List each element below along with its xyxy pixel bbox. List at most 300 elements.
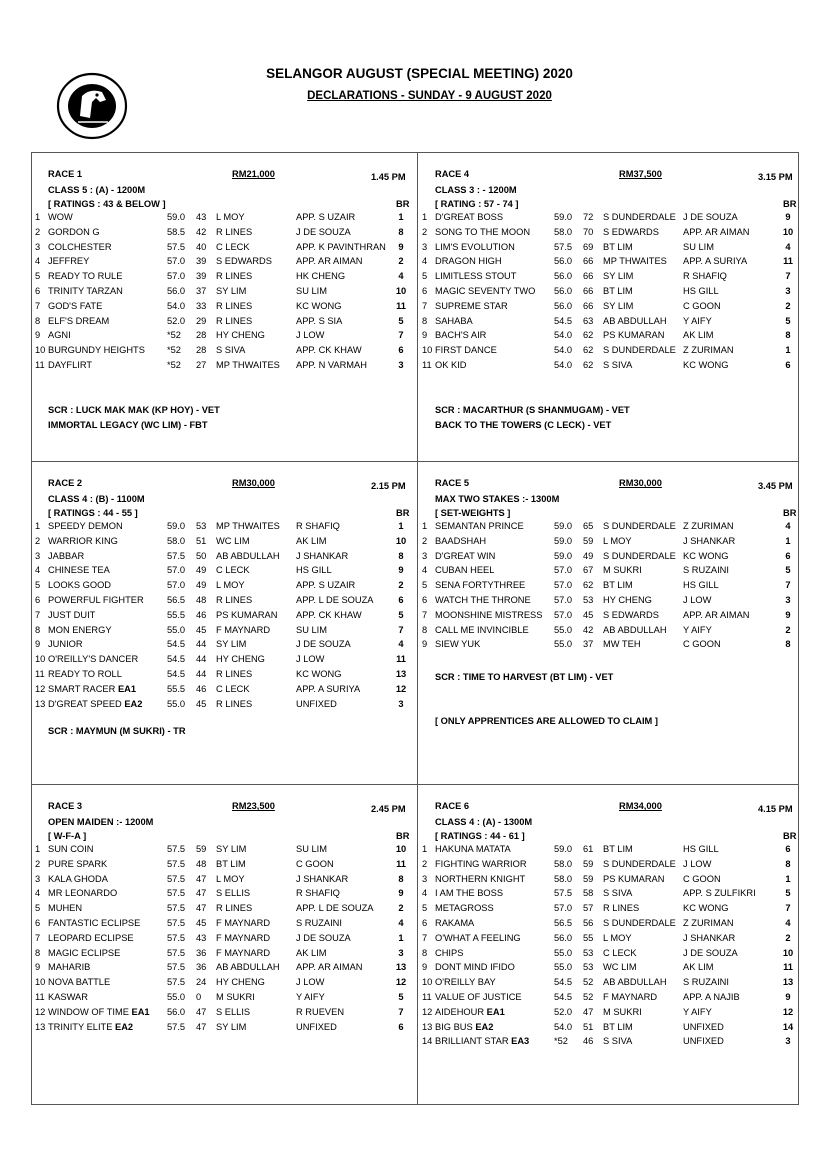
horse-name: MAGIC SEVENTY TWO bbox=[435, 285, 536, 296]
rating: 61 bbox=[583, 844, 594, 854]
barrier-header: BR bbox=[783, 199, 797, 209]
weight: 58.0 bbox=[554, 226, 573, 237]
entry-row bbox=[418, 256, 802, 271]
weight: 52.0 bbox=[554, 1006, 573, 1017]
horse-name: NORTHERN KNIGHT bbox=[435, 873, 526, 884]
trainer: AK LIM bbox=[296, 535, 327, 546]
entry-number: 3 bbox=[35, 873, 41, 884]
race-time: 3.45 PM bbox=[758, 481, 793, 491]
barrier: 11 bbox=[396, 300, 406, 311]
weight: 57.5 bbox=[554, 888, 573, 899]
weight: 56.5 bbox=[554, 917, 573, 928]
race-class: MAX TWO STAKES :- 1300M bbox=[435, 494, 560, 504]
entry-number: 6 bbox=[422, 594, 428, 605]
jockey: R LINES bbox=[216, 315, 253, 326]
barrier-header: BR bbox=[396, 199, 410, 209]
entry-row bbox=[418, 565, 802, 580]
horse-name: AGNI bbox=[48, 330, 71, 341]
entry-row bbox=[418, 1022, 802, 1037]
horse-name: FANTASTIC ECLIPSE bbox=[48, 917, 141, 928]
weight: 57.5 bbox=[167, 962, 186, 973]
scratching-note: SCR : MAYMUN (M SUKRI) - TR bbox=[48, 726, 186, 736]
jockey: C LECK bbox=[216, 241, 250, 252]
entry-row bbox=[31, 918, 415, 933]
barrier: 5 bbox=[785, 565, 791, 576]
rating: 59 bbox=[196, 844, 207, 854]
rating: 59 bbox=[583, 858, 594, 869]
entry-row bbox=[418, 330, 802, 345]
rating: 40 bbox=[196, 241, 207, 252]
rating: 66 bbox=[583, 271, 594, 282]
rating: 66 bbox=[583, 300, 594, 311]
entry-number: 8 bbox=[422, 624, 428, 635]
rating: 65 bbox=[583, 521, 594, 531]
entry-row bbox=[418, 271, 802, 286]
jockey: F MAYNARD bbox=[216, 947, 271, 958]
emergency-tag: EA3 bbox=[511, 1036, 530, 1047]
barrier: 6 bbox=[785, 550, 791, 561]
entry-row bbox=[31, 271, 415, 286]
rating: 27 bbox=[196, 359, 207, 370]
weight: 59.0 bbox=[554, 212, 573, 222]
race-rating: [ W-F-A ] bbox=[48, 831, 87, 841]
barrier: 1 bbox=[398, 932, 404, 943]
barrier-header: BR bbox=[396, 831, 410, 841]
entry-number: 6 bbox=[35, 594, 41, 605]
barrier: 9 bbox=[398, 565, 404, 576]
jockey: R LINES bbox=[216, 594, 253, 605]
race-time: 4.15 PM bbox=[758, 804, 793, 814]
barrier: 8 bbox=[785, 858, 791, 869]
entry-number: 10 bbox=[35, 345, 46, 356]
barrier: 3 bbox=[398, 698, 404, 709]
horse-name: SENA FORTYTHREE bbox=[435, 580, 526, 591]
jockey: MP THWAITES bbox=[216, 359, 280, 370]
entry-row bbox=[418, 227, 802, 242]
race-panel bbox=[418, 153, 802, 473]
horse-name: KASWAR bbox=[48, 991, 88, 1002]
barrier: 2 bbox=[398, 580, 404, 591]
trainer: S RUZAINI bbox=[296, 917, 342, 928]
race-class: CLASS 4 : (A) - 1300M bbox=[435, 817, 533, 827]
horse-name: MR LEONARDO bbox=[48, 888, 118, 899]
entry-number: 5 bbox=[35, 271, 41, 282]
rating: 49 bbox=[583, 550, 594, 561]
jockey: S DUNDERDALE bbox=[603, 212, 676, 222]
entry-number: 14 bbox=[422, 1036, 433, 1047]
race-number: RACE 6 bbox=[435, 801, 470, 811]
jockey: HY CHENG bbox=[216, 977, 265, 988]
entry-number: 4 bbox=[422, 256, 428, 267]
trainer: Z ZURIMAN bbox=[683, 917, 734, 928]
entry-row bbox=[31, 316, 415, 331]
rating: 57 bbox=[583, 903, 594, 914]
entry-number: 7 bbox=[422, 609, 428, 620]
rating: 46 bbox=[196, 609, 207, 620]
barrier: 7 bbox=[785, 580, 791, 591]
jockey: MP THWAITES bbox=[603, 256, 667, 267]
entry-row bbox=[31, 933, 415, 948]
barrier: 8 bbox=[785, 639, 791, 650]
weight: 57.5 bbox=[167, 977, 186, 988]
race-time: 2.15 PM bbox=[371, 481, 406, 491]
jockey: BT LIM bbox=[216, 858, 246, 869]
entry-row bbox=[418, 286, 802, 301]
scratching-note bbox=[435, 701, 658, 716]
trainer: APP. S ZULFIKRI bbox=[683, 888, 756, 899]
jockey: WC LIM bbox=[216, 535, 250, 546]
weight: 54.5 bbox=[167, 639, 186, 650]
weight: 59.0 bbox=[554, 550, 573, 561]
jockey: R LINES bbox=[216, 271, 253, 282]
rating: 47 bbox=[196, 873, 207, 884]
barrier: 10 bbox=[782, 226, 794, 237]
trainer: APP. A SURIYA bbox=[296, 683, 361, 694]
trainer: R SHAFIQ bbox=[683, 271, 727, 282]
horse-name: DRAGON HIGH bbox=[435, 256, 502, 267]
barrier: 3 bbox=[785, 285, 791, 296]
barrier: 9 bbox=[398, 888, 404, 899]
weight: 56.5 bbox=[167, 594, 186, 605]
horse-name: MAHARIB bbox=[48, 962, 91, 973]
rating: 62 bbox=[583, 330, 594, 341]
rating: 44 bbox=[196, 668, 207, 679]
race-notes bbox=[48, 405, 220, 434]
entry-number: 8 bbox=[35, 624, 41, 635]
trainer: C GOON bbox=[683, 873, 721, 884]
horse-name: FIGHTING WARRIOR bbox=[435, 858, 527, 869]
rating: 58 bbox=[583, 888, 594, 899]
horse-name: JABBAR bbox=[48, 550, 85, 561]
race-purse: RM37,500 bbox=[619, 169, 662, 179]
trainer: SU LIM bbox=[296, 285, 327, 296]
entries-list bbox=[31, 844, 415, 1036]
emergency-tag: EA1 bbox=[131, 1006, 150, 1017]
weight: 54.0 bbox=[554, 1021, 573, 1032]
entry-number: 9 bbox=[35, 962, 41, 973]
barrier: 6 bbox=[785, 844, 791, 854]
entry-row bbox=[31, 610, 415, 625]
barrier: 3 bbox=[398, 359, 404, 370]
barrier-header: BR bbox=[396, 508, 410, 518]
trainer: C GOON bbox=[683, 639, 721, 650]
horse-name: O'REILLY BAY bbox=[435, 977, 496, 988]
race-rating: [ RATING : 57 - 74 ] bbox=[435, 199, 519, 209]
trainer: KC WONG bbox=[683, 903, 729, 914]
entry-row bbox=[418, 918, 802, 933]
entry-row bbox=[418, 948, 802, 963]
rating: 49 bbox=[196, 565, 207, 576]
scratching-note: SCR : TIME TO HARVEST (BT LIM) - VET bbox=[435, 672, 614, 682]
entry-row bbox=[31, 345, 415, 360]
entry-row bbox=[31, 360, 415, 375]
weight: 59.0 bbox=[167, 521, 186, 531]
barrier: 8 bbox=[398, 550, 404, 561]
rating: 47 bbox=[196, 888, 207, 899]
race-purse: RM30,000 bbox=[232, 478, 275, 488]
entry-number: 8 bbox=[422, 315, 428, 326]
jockey: AB ABDULLAH bbox=[603, 624, 667, 635]
weight: 57.0 bbox=[167, 565, 186, 576]
rating: 50 bbox=[196, 550, 207, 561]
jockey: S EDWARDS bbox=[216, 256, 272, 267]
race-time: 1.45 PM bbox=[371, 172, 406, 182]
weight: 59.0 bbox=[554, 844, 573, 854]
entry-number: 8 bbox=[35, 947, 41, 958]
horse-name: SPEEDY DEMON bbox=[48, 521, 123, 531]
emergency-tag: EA2 bbox=[475, 1021, 494, 1032]
jockey: R LINES bbox=[216, 903, 253, 914]
page-subtitle: DECLARATIONS - SUNDAY - 9 AUGUST 2020 bbox=[307, 90, 552, 102]
rating: 70 bbox=[583, 226, 594, 237]
rating: 44 bbox=[196, 654, 207, 665]
entries-list bbox=[418, 521, 802, 654]
trainer: AK LIM bbox=[296, 947, 327, 958]
horse-name: BRILLIANT STAR EA3 bbox=[435, 1036, 530, 1047]
entry-row bbox=[31, 551, 415, 566]
horse-name: JUST DUIT bbox=[48, 609, 96, 620]
jockey: M SUKRI bbox=[603, 565, 642, 576]
weight: 55.0 bbox=[167, 624, 186, 635]
trainer: HS GILL bbox=[296, 565, 332, 576]
horse-name: WINDOW OF TIME EA1 bbox=[48, 1006, 150, 1017]
entry-row bbox=[31, 625, 415, 640]
jockey: PS KUMARAN bbox=[216, 609, 278, 620]
entry-number: 3 bbox=[422, 873, 428, 884]
race-panel bbox=[31, 785, 415, 1105]
trainer: SU LIM bbox=[683, 241, 714, 252]
jockey: R LINES bbox=[216, 226, 253, 237]
entry-number: 1 bbox=[35, 212, 41, 222]
rating: 47 bbox=[196, 1006, 207, 1017]
entry-number: 7 bbox=[35, 609, 41, 620]
trainer: J LOW bbox=[296, 977, 325, 988]
horse-name: I AM THE BOSS bbox=[435, 888, 504, 899]
barrier: 3 bbox=[785, 1036, 791, 1047]
entry-number: 6 bbox=[422, 917, 428, 928]
entry-row bbox=[418, 888, 802, 903]
entry-row bbox=[418, 242, 802, 257]
entry-row bbox=[31, 992, 415, 1007]
horse-name: CALL ME INVINCIBLE bbox=[435, 624, 529, 635]
weight: 56.0 bbox=[167, 1006, 186, 1017]
weight: *52 bbox=[167, 359, 181, 370]
entry-row bbox=[31, 684, 415, 699]
barrier: 12 bbox=[395, 683, 407, 694]
entry-row bbox=[418, 360, 802, 375]
race-class: CLASS 4 : (B) - 1100M bbox=[48, 494, 145, 504]
entry-number: 13 bbox=[35, 1021, 46, 1032]
jockey: L MOY bbox=[603, 932, 632, 943]
trainer: KC WONG bbox=[683, 359, 729, 370]
barrier: 8 bbox=[398, 226, 404, 237]
weight: 57.5 bbox=[167, 858, 186, 869]
barrier: 1 bbox=[785, 873, 791, 884]
rating: 53 bbox=[583, 947, 594, 958]
barrier-header: BR bbox=[783, 508, 797, 518]
weight: 54.5 bbox=[554, 977, 573, 988]
trainer: APP. S SIA bbox=[296, 315, 343, 326]
horse-name: CUBAN HEEL bbox=[435, 565, 495, 576]
jockey: M SUKRI bbox=[603, 1006, 642, 1017]
entry-number: 5 bbox=[35, 580, 41, 591]
horse-name: METAGROSS bbox=[435, 903, 494, 914]
horse-name: TRINITY TARZAN bbox=[48, 285, 123, 296]
jockey: S ELLIS bbox=[216, 888, 251, 899]
barrier: 5 bbox=[398, 609, 404, 620]
horse-name: WOW bbox=[48, 212, 73, 222]
entry-number: 10 bbox=[35, 977, 46, 988]
horse-name: MOONSHINE MISTRESS bbox=[435, 609, 543, 620]
entry-row bbox=[418, 992, 802, 1007]
rating: 72 bbox=[583, 212, 594, 222]
rating: 47 bbox=[196, 1021, 207, 1032]
entry-row bbox=[31, 962, 415, 977]
weight: 57.0 bbox=[554, 903, 573, 914]
rating: 51 bbox=[583, 1021, 594, 1032]
entries-list bbox=[418, 212, 802, 375]
jockey: S DUNDERDALE bbox=[603, 521, 676, 531]
trainer: APP. S UZAIR bbox=[296, 212, 356, 222]
scratching-note: BACK TO THE TOWERS (C LECK) - VET bbox=[435, 419, 612, 430]
entry-row bbox=[31, 639, 415, 654]
horse-name: BAADSHAH bbox=[435, 535, 487, 546]
rating: 28 bbox=[196, 330, 207, 341]
rating: 59 bbox=[583, 535, 594, 546]
scratching-note: SCR : LUCK MAK MAK (KP HOY) - VET bbox=[48, 405, 220, 415]
rating: 42 bbox=[583, 624, 594, 635]
horse-name: JEFFREY bbox=[48, 256, 90, 267]
barrier: 1 bbox=[785, 535, 791, 546]
entry-row bbox=[418, 903, 802, 918]
scratching-note: [ ONLY APPRENTICES ARE ALLOWED TO CLAIM ] bbox=[435, 715, 658, 726]
horse-name: LIMITLESS STOUT bbox=[435, 271, 517, 282]
weight: 56.0 bbox=[554, 932, 573, 943]
horse-name: LEOPARD ECLIPSE bbox=[48, 932, 134, 943]
weight: 59.0 bbox=[167, 212, 186, 222]
horse-name: CHIPS bbox=[435, 947, 464, 958]
trainer: Y AIFY bbox=[683, 1006, 712, 1017]
rating: 56 bbox=[583, 917, 594, 928]
jockey: SY LIM bbox=[216, 285, 247, 296]
barrier: 4 bbox=[785, 521, 791, 531]
entry-number: 10 bbox=[422, 345, 433, 356]
barrier: 5 bbox=[398, 315, 404, 326]
trainer: J DE SOUZA bbox=[296, 226, 351, 237]
entry-row bbox=[31, 521, 415, 536]
weight: 57.5 bbox=[167, 888, 186, 899]
jockey: PS KUMARAN bbox=[603, 873, 665, 884]
entry-number: 8 bbox=[422, 947, 428, 958]
entry-row bbox=[31, 242, 415, 257]
trainer: APP. L DE SOUZA bbox=[296, 594, 374, 605]
rating: 45 bbox=[583, 609, 594, 620]
jockey: BT LIM bbox=[603, 241, 633, 252]
barrier: 7 bbox=[785, 903, 791, 914]
weight: 58.5 bbox=[167, 226, 186, 237]
weight: 57.0 bbox=[554, 565, 573, 576]
weight: 57.0 bbox=[167, 271, 186, 282]
entry-number: 11 bbox=[422, 991, 432, 1002]
horse-name: DONT MIND IFIDO bbox=[435, 962, 515, 973]
horse-name: SUPREME STAR bbox=[435, 300, 508, 311]
jockey: R LINES bbox=[216, 300, 253, 311]
entry-number: 11 bbox=[422, 359, 432, 370]
jockey: S SIVA bbox=[603, 359, 633, 370]
horse-name: BURGUNDY HEIGHTS bbox=[48, 345, 145, 356]
trainer: SU LIM bbox=[296, 624, 327, 635]
horse-name: VALUE OF JUSTICE bbox=[435, 991, 522, 1002]
rating: 67 bbox=[583, 565, 594, 576]
entry-number: 4 bbox=[422, 888, 428, 899]
horse-name: TRINITY ELITE EA2 bbox=[48, 1021, 134, 1032]
entry-number: 1 bbox=[422, 844, 428, 854]
trainer: KC WONG bbox=[296, 668, 342, 679]
trainer: SU LIM bbox=[296, 844, 327, 854]
barrier: 10 bbox=[395, 535, 407, 546]
weight: 57.5 bbox=[167, 903, 186, 914]
entry-row bbox=[418, 625, 802, 640]
entry-number: 2 bbox=[422, 226, 428, 237]
entries-list bbox=[418, 844, 802, 1051]
entry-row bbox=[31, 536, 415, 551]
barrier: 6 bbox=[398, 1021, 404, 1032]
weight: 57.5 bbox=[167, 947, 186, 958]
entry-row bbox=[418, 536, 802, 551]
trainer: Y AIFY bbox=[683, 315, 712, 326]
horse-name: COLCHESTER bbox=[48, 241, 112, 252]
jockey: PS KUMARAN bbox=[603, 330, 665, 341]
horse-name: KALA GHODA bbox=[48, 873, 108, 884]
horse-name: GOD'S FATE bbox=[48, 300, 103, 311]
barrier: 13 bbox=[782, 977, 794, 988]
race-class: CLASS 3 : - 1200M bbox=[435, 185, 517, 195]
entry-row bbox=[31, 256, 415, 271]
horse-name: JUNIOR bbox=[48, 639, 83, 650]
entry-row bbox=[418, 859, 802, 874]
trainer: APP. CK KHAW bbox=[296, 609, 362, 620]
barrier: 13 bbox=[395, 962, 407, 973]
trainer: APP. K PAVINTHRAN bbox=[296, 241, 386, 252]
rating: 66 bbox=[583, 285, 594, 296]
entry-number: 3 bbox=[35, 241, 41, 252]
weight: 55.0 bbox=[554, 624, 573, 635]
jockey: MP THWAITES bbox=[216, 521, 280, 531]
entry-row bbox=[31, 580, 415, 595]
barrier: 3 bbox=[398, 947, 404, 958]
trainer: APP. AR AIMAN bbox=[683, 609, 750, 620]
weight: 54.0 bbox=[167, 300, 186, 311]
horse-name: MUHEN bbox=[48, 903, 83, 914]
rating: 43 bbox=[196, 932, 207, 943]
jockey: S EDWARDS bbox=[603, 609, 659, 620]
entry-number: 1 bbox=[422, 521, 428, 531]
barrier: 12 bbox=[395, 977, 407, 988]
rating: 45 bbox=[196, 624, 207, 635]
barrier: 1 bbox=[785, 345, 791, 356]
entry-number: 2 bbox=[35, 858, 41, 869]
entry-number: 8 bbox=[35, 315, 41, 326]
weight: 56.0 bbox=[554, 256, 573, 267]
rating: 43 bbox=[196, 212, 207, 222]
trainer: UNFIXED bbox=[296, 1021, 337, 1032]
rating: 53 bbox=[196, 521, 207, 531]
emergency-tag: EA1 bbox=[486, 1006, 505, 1017]
jockey: S SIVA bbox=[603, 1036, 633, 1047]
jockey: AB ABDULLAH bbox=[216, 550, 280, 561]
horse-name: DAYFLIRT bbox=[48, 359, 93, 370]
jockey: MW TEH bbox=[603, 639, 641, 650]
